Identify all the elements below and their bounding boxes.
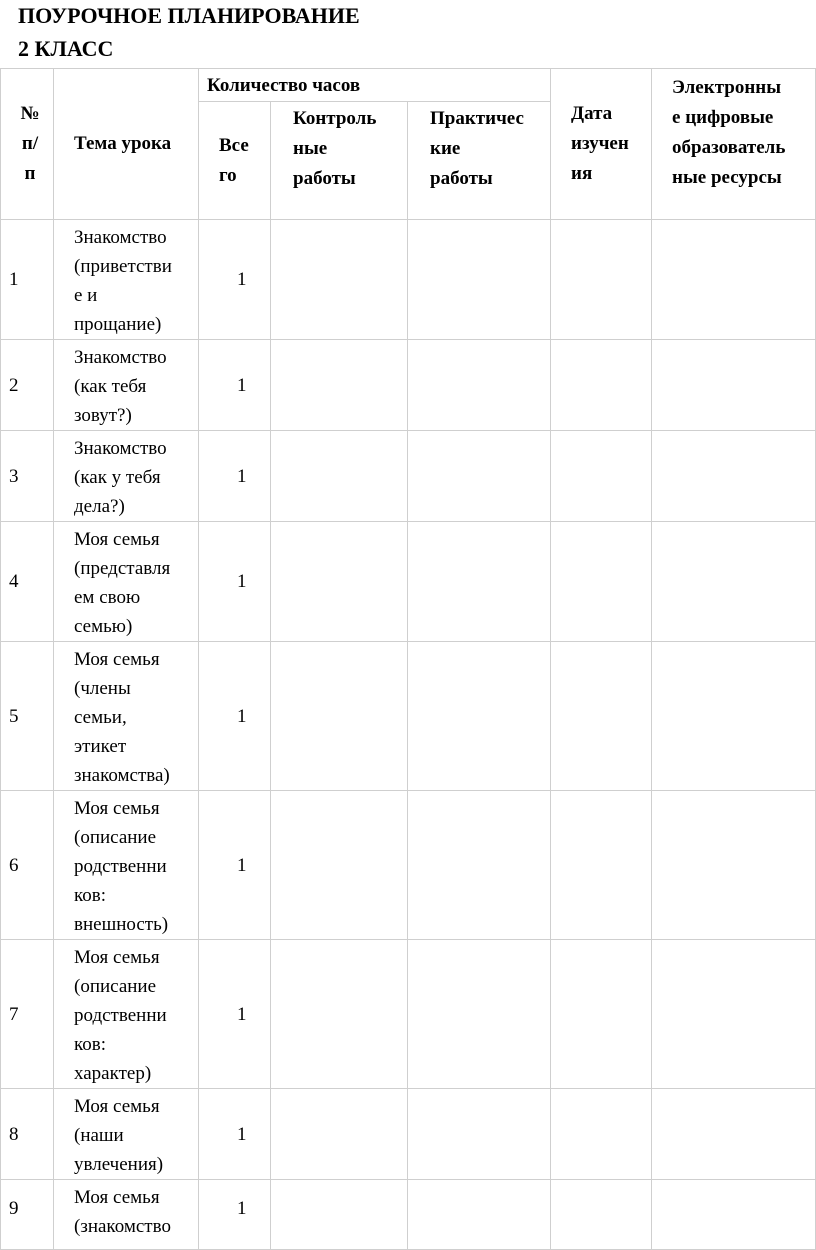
row-topic: Моя семья (члены семьи, этикет знакомства) — [54, 642, 199, 791]
row-control-works — [271, 340, 408, 431]
row-number: 6 — [1, 791, 54, 940]
table-row — [1, 1089, 816, 1180]
row-date — [551, 220, 652, 340]
table-header-row — [1, 69, 816, 102]
row-control-works — [271, 642, 408, 791]
header-practical-works: Практичес кие работы — [408, 102, 551, 220]
row-digital-resources — [652, 791, 816, 940]
row-topic: Знакомство (приветстви е и прощание) — [54, 220, 199, 340]
row-practical-works — [408, 791, 551, 940]
row-topic: Моя семья (наши увлечения) — [54, 1089, 199, 1180]
row-practical-works — [408, 522, 551, 642]
row-digital-resources — [652, 220, 816, 340]
row-practical-works — [408, 1180, 551, 1250]
document-title: ПОУРОЧНОЕ ПЛАНИРОВАНИЕ — [18, 3, 360, 28]
row-control-works — [271, 522, 408, 642]
lesson-plan-table — [0, 68, 816, 1250]
row-topic: Моя семья (описание родственни ков: характер) — [54, 940, 199, 1089]
row-date — [551, 791, 652, 940]
row-date — [551, 1089, 652, 1180]
row-control-works — [271, 1089, 408, 1180]
row-practical-works — [408, 940, 551, 1089]
row-control-works — [271, 1180, 408, 1250]
row-practical-works — [408, 642, 551, 791]
row-date — [551, 642, 652, 791]
row-practical-works — [408, 220, 551, 340]
table-row — [1, 340, 816, 431]
row-total-hours: 1 — [199, 340, 271, 431]
row-total-hours: 1 — [199, 791, 271, 940]
row-date — [551, 1180, 652, 1250]
row-topic: Знакомство (как у тебя дела?) — [54, 431, 199, 522]
row-digital-resources — [652, 1089, 816, 1180]
header-hours-group: Количество часов — [199, 69, 551, 102]
row-date — [551, 940, 652, 1089]
row-digital-resources — [652, 340, 816, 431]
row-control-works — [271, 431, 408, 522]
row-digital-resources — [652, 431, 816, 522]
row-total-hours: 1 — [199, 431, 271, 522]
row-date — [551, 431, 652, 522]
row-control-works — [271, 940, 408, 1089]
row-number: 9 — [1, 1180, 54, 1250]
row-digital-resources — [652, 642, 816, 791]
row-number: 2 — [1, 340, 54, 431]
row-date — [551, 340, 652, 431]
row-total-hours: 1 — [199, 940, 271, 1089]
row-number: 1 — [1, 220, 54, 340]
row-topic: Моя семья (представля ем свою семью) — [54, 522, 199, 642]
row-digital-resources — [652, 940, 816, 1089]
table-row — [1, 1180, 816, 1250]
header-number: № п/ п — [1, 69, 54, 220]
row-number: 4 — [1, 522, 54, 642]
row-total-hours: 1 — [199, 220, 271, 340]
header-digital-resources: Электронны е цифровые образователь ные ресурсы — [652, 69, 816, 220]
table-row — [1, 431, 816, 522]
header-date: Дата изучен ия — [551, 69, 652, 220]
table-row — [1, 940, 816, 1089]
table-row — [1, 220, 816, 340]
row-total-hours: 1 — [199, 522, 271, 642]
row-number: 7 — [1, 940, 54, 1089]
row-topic: Моя семья (описание родственни ков: внешность) — [54, 791, 199, 940]
row-practical-works — [408, 1089, 551, 1180]
table-row — [1, 522, 816, 642]
header-control-works: Контроль ные работы — [271, 102, 408, 220]
table-row — [1, 791, 816, 940]
row-control-works — [271, 220, 408, 340]
row-digital-resources — [652, 522, 816, 642]
row-total-hours: 1 — [199, 1180, 271, 1250]
row-topic: Знакомство (как тебя зовут?) — [54, 340, 199, 431]
row-total-hours: 1 — [199, 1089, 271, 1180]
document-subtitle: 2 КЛАСС — [18, 36, 114, 61]
table-row — [1, 642, 816, 791]
row-number: 8 — [1, 1089, 54, 1180]
row-number: 3 — [1, 431, 54, 522]
row-practical-works — [408, 431, 551, 522]
row-topic: Моя семья (знакомство — [54, 1180, 199, 1250]
row-number: 5 — [1, 642, 54, 791]
header-total: Все го — [199, 102, 271, 220]
header-topic: Тема урока — [54, 69, 199, 220]
row-total-hours: 1 — [199, 642, 271, 791]
row-practical-works — [408, 340, 551, 431]
row-date — [551, 522, 652, 642]
row-control-works — [271, 791, 408, 940]
row-digital-resources — [652, 1180, 816, 1250]
